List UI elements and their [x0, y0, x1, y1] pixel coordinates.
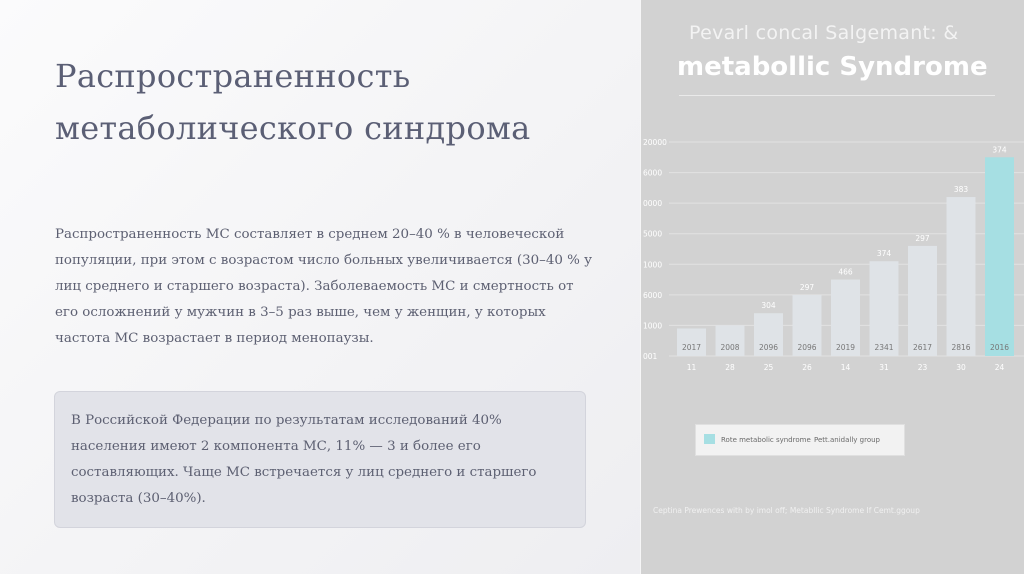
- chart-legend: [695, 424, 905, 456]
- x-tick-label: 31: [879, 363, 889, 372]
- figure-panel: [641, 0, 1024, 574]
- bar-top-label: 304: [761, 301, 776, 311]
- legend-entry-1: Rote metabolic syndrome: [721, 436, 811, 444]
- y-tick-label: 6000: [643, 290, 663, 300]
- x-tick-label: 25: [763, 363, 774, 372]
- y-tick-label: 6000: [643, 168, 663, 178]
- bar: [985, 157, 1014, 356]
- x-tick-label: 14: [840, 363, 851, 372]
- bar-inner-label: 2016: [989, 343, 1010, 352]
- highlight-box-text: В Российской Федерации по результатам исследований 40% населения имеют 2 компонента МС, 11% — 3 и более его составляющих. Чаще МС встречается у лиц среднего и старшего возраста (30–40%).: [71, 413, 537, 506]
- bar-inner-label: 2019: [835, 343, 856, 352]
- y-tick-label: 1000: [643, 321, 663, 331]
- bar-inner-label: 2096: [797, 343, 817, 352]
- title-divider: [679, 95, 995, 96]
- highlight-box: [54, 391, 586, 528]
- figure-caption: Ceptina Prewences with by imol off; Metabllic Syndrome If Cemt.ggoup: [653, 506, 920, 515]
- bar-inner-label: 2017: [681, 343, 702, 352]
- x-tick-label: 24: [994, 363, 1005, 372]
- bar-inner-label: 2617: [912, 343, 933, 352]
- bar-top-label: 297: [799, 282, 815, 292]
- y-tick-label: 001: [643, 352, 658, 361]
- bar-top-label: 297: [915, 233, 930, 243]
- y-tick-label: 20000: [643, 138, 667, 147]
- legend-swatch: [704, 434, 715, 444]
- x-tick-label: 26: [802, 363, 812, 372]
- slide-title: Распространенность метаболического синдрома: [55, 57, 531, 147]
- bar: [947, 197, 976, 356]
- x-tick-label: 11: [686, 363, 697, 372]
- bar-top-label: 374: [876, 249, 892, 259]
- bar-chart: [641, 130, 1024, 390]
- bar-inner-label: 2341: [874, 343, 894, 352]
- x-tick-label: 28: [725, 363, 735, 372]
- bar: [908, 246, 937, 356]
- figure-title-line2: metabollic Syndrome: [677, 52, 988, 82]
- bar-inner-label: 2096: [758, 343, 779, 352]
- x-tick-label: 30: [956, 363, 966, 372]
- y-tick-label: 1000: [643, 260, 663, 270]
- figure-title-line1: Pevarl concal Salgemant: &: [689, 22, 959, 44]
- bar: [870, 261, 899, 356]
- bar-top-label: 374: [992, 145, 1007, 155]
- body-paragraph: Распространенность МС составляет в среднем 20–40 % в человеческой популяции, при этом с возрастом число больных увеличивается (30–40 % у лиц среднего и старшего возраста). Заболеваемость МС и смертность от его осложнений у мужчин в 3–5 раз выше, чем у женщин, у которых частота МС возрастает в период менопаузы.: [55, 227, 593, 346]
- x-tick-label: 23: [917, 363, 928, 372]
- y-tick-label: 0000: [643, 199, 663, 209]
- bar-inner-label: 2008: [720, 343, 740, 352]
- y-tick-label: 5000: [643, 229, 663, 239]
- bar-inner-label: 2816: [951, 343, 971, 352]
- bar-top-label: 466: [838, 267, 853, 277]
- legend-entry-2: Pett.anidally group: [814, 436, 880, 444]
- bar-top-label: 383: [953, 185, 969, 195]
